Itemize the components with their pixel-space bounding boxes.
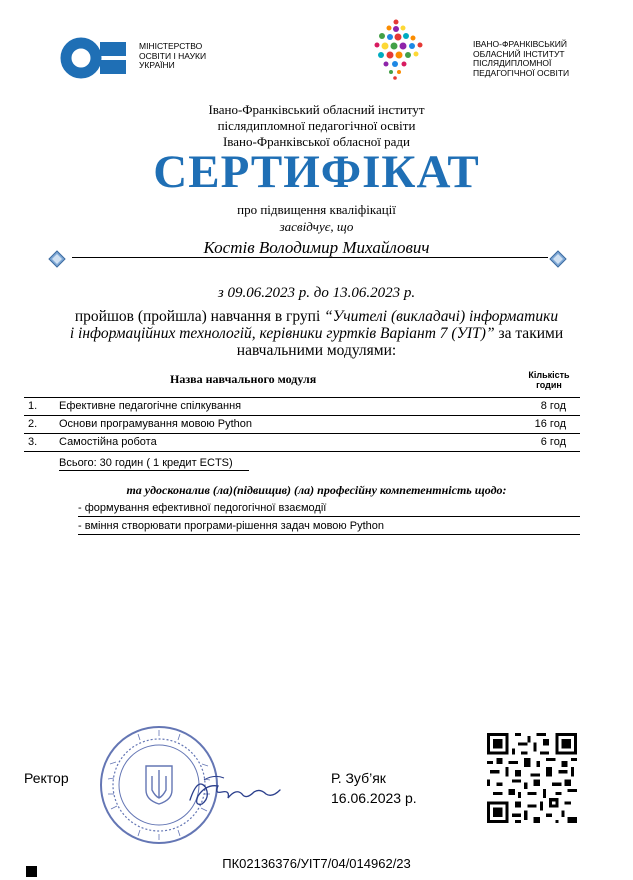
completion-line — [20, 308, 613, 325]
row-number: 2. — [28, 418, 38, 430]
signer-name: Р. Зуб’як — [331, 770, 386, 786]
module-name: Самостійна робота — [59, 436, 157, 448]
signer-role: Ректор — [24, 770, 69, 786]
institute-name — [473, 40, 569, 78]
group-name: і інформаційних технологій, керівники гуртків Варіант 7 (УІТ)” — [69, 325, 495, 342]
ministry-logo-icon — [60, 36, 130, 80]
competency-item — [78, 500, 580, 516]
document-number: ПК02136376/УІТ7/04/014962/23 — [222, 856, 411, 871]
institute-line: ОБЛАСНИЙ ІНСТИТУТ — [473, 48, 565, 59]
institute-line: ПІСЛЯДИПЛОМНОЇ — [473, 58, 552, 68]
issuer-line: Івано-Франківської обласної ради — [222, 134, 411, 149]
header-hours-line: годин — [536, 380, 562, 390]
ministry-line: ОСВІТИ І НАУКИ — [139, 50, 207, 61]
confirms-text: засвідчує, що — [279, 219, 354, 234]
training-dates: з 09.06.2023 р. до 13.06.2023 р. — [217, 285, 416, 301]
header-hours-line: Кількість — [528, 370, 570, 380]
table-divider — [24, 451, 580, 452]
qr-code-icon — [487, 733, 577, 823]
table-header-hours — [519, 370, 579, 390]
completion-line — [20, 325, 613, 342]
row-number: 1. — [28, 400, 38, 412]
completion-text: за такими — [494, 325, 564, 342]
issuer-line: післядипломної педагогічної освіти — [217, 118, 416, 133]
completion-text: пройшов (пройшла) навчання в групі — [74, 308, 325, 325]
total-hours: Всього: 30 годин ( 1 кредит ECTS) — [59, 457, 233, 469]
ministry-line: УКРАЇНИ — [139, 60, 175, 70]
certificate-subtitle: про підвищення кваліфікації — [237, 202, 396, 217]
competency-text: - формування ефективної педогогічної взаємодії — [78, 502, 327, 514]
certificate-title: СЕРТИФІКАТ — [153, 146, 480, 198]
table-row — [24, 415, 580, 433]
issuer-line: Івано-Франківський обласний інститут — [208, 102, 425, 117]
corner-marker — [26, 866, 37, 877]
ministry-name — [139, 42, 206, 71]
institute-dots-logo-icon — [365, 18, 427, 80]
institute-line: ПЕДАГОГІЧНОЇ ОСВІТИ — [473, 67, 570, 78]
competency-divider — [78, 516, 580, 517]
ministry-line: МІНІСТЕРСТВО — [139, 41, 203, 51]
row-number: 3. — [28, 436, 38, 448]
recipient-name: Костів Володимир Михайлович — [203, 238, 430, 257]
competency-divider — [78, 534, 580, 535]
module-hours: 6 год — [540, 436, 566, 448]
table-row — [24, 433, 580, 451]
competencies-heading: та удосконалив (ла)(підвищив) (ла) професійну компетентність щодо: — [126, 483, 507, 497]
competency-item — [78, 518, 580, 534]
issuer-block — [0, 102, 633, 150]
module-name: Ефективне педагогічне спілкування — [59, 400, 242, 412]
completion-line: навчальними модулями: — [236, 342, 397, 359]
group-name: “Учителі (викладачі) інформатики — [324, 308, 559, 325]
module-hours: 8 год — [540, 400, 566, 412]
completion-statement — [20, 308, 613, 359]
total-underline — [59, 470, 249, 471]
module-name: Основи програмування мовою Python — [59, 418, 252, 430]
sign-date: 16.06.2023 р. — [331, 790, 417, 806]
table-header-module: Назва навчального модуля — [170, 372, 317, 386]
diamond-ornament-icon — [549, 250, 567, 268]
competency-text: - вміння створювати програми-рішення задач мовою Python — [78, 520, 384, 532]
module-hours: 16 год — [534, 418, 566, 430]
table-row — [24, 397, 580, 415]
handwritten-signature-icon — [184, 770, 284, 810]
institute-line: ІВАНО-ФРАНКІВСЬКИЙ — [473, 39, 567, 49]
